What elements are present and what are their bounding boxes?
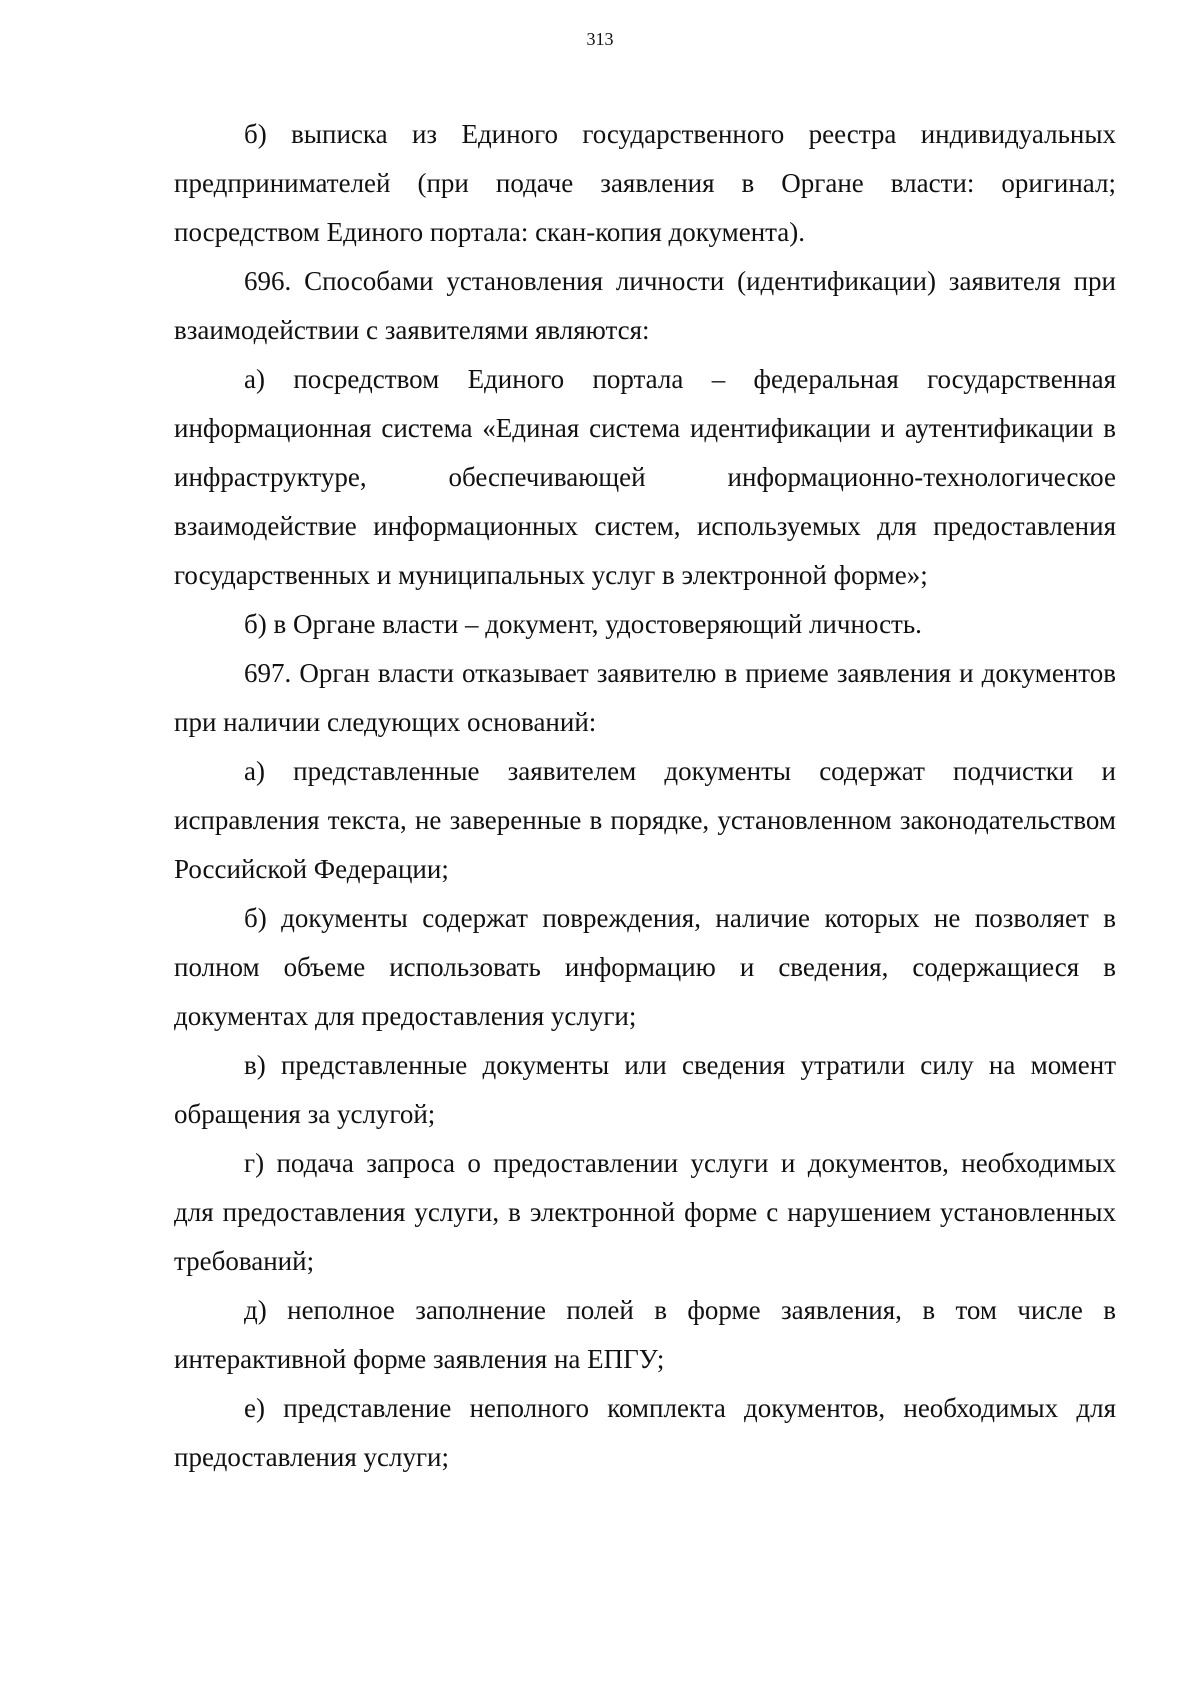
paragraph-696-identification-methods: 696. Способами установления личности (идентификации) заявителя при взаимодействии с заявителями являются:	[174, 266, 1116, 345]
paragraph-b-egrip-extract: б) выписка из Единого государственного реестра индивидуальных предпринимателей (при подаче заявления в Органе власти: оригинал; посредством Единого портала: скан-копия документа).	[174, 119, 1116, 247]
paragraph-697-refusal-grounds: 697. Орган власти отказывает заявителю в приеме заявления и документов при наличии следующих оснований:	[174, 658, 1116, 737]
paragraph-v-expired-documents: в) представленные документы или сведения утратили силу на момент обращения за услугой;	[174, 1050, 1116, 1129]
page-number: 313	[586, 29, 614, 49]
paragraph-e-incomplete-document-set: е) представление неполного комплекта документов, необходимых для предоставления услуги;	[174, 1393, 1116, 1472]
paragraph-b-document-damage: б) документы содержат повреждения, наличие которых не позволяет в полном объеме использовать информацию и сведения, содержащиеся в документах для предоставления услуги;	[174, 903, 1116, 1031]
document-body	[174, 110, 1116, 1482]
paragraph-a-unified-portal-esia: а) посредством Единого портала – федеральная государственная информационная система «Единая система идентификации и аутентификации в инфраструктуре, обеспечивающей информационно-технологическое взаимодействие информационных систем, используемых для предоставления государственных и муниципальных услуг в электронной форме»;	[174, 364, 1116, 590]
paragraph-g-electronic-submission-violation: г) подача запроса о предоставлении услуги и документов, необходимых для предоставления услуги, в электронной форме с нарушением установленных требований;	[174, 1148, 1116, 1276]
paragraph-d-incomplete-form-fields: д) неполное заполнение полей в форме заявления, в том числе в интерактивной форме заявления на ЕПГУ;	[174, 1295, 1116, 1374]
paragraph-b-authority-identity-document: б) в Органе власти – документ, удостоверяющий личность.	[244, 609, 922, 639]
paragraph-a-erasures-corrections: а) представленные заявителем документы содержат подчистки и исправления текста, не заверенные в порядке, установленном законодательством Российской Федерации;	[174, 756, 1116, 884]
